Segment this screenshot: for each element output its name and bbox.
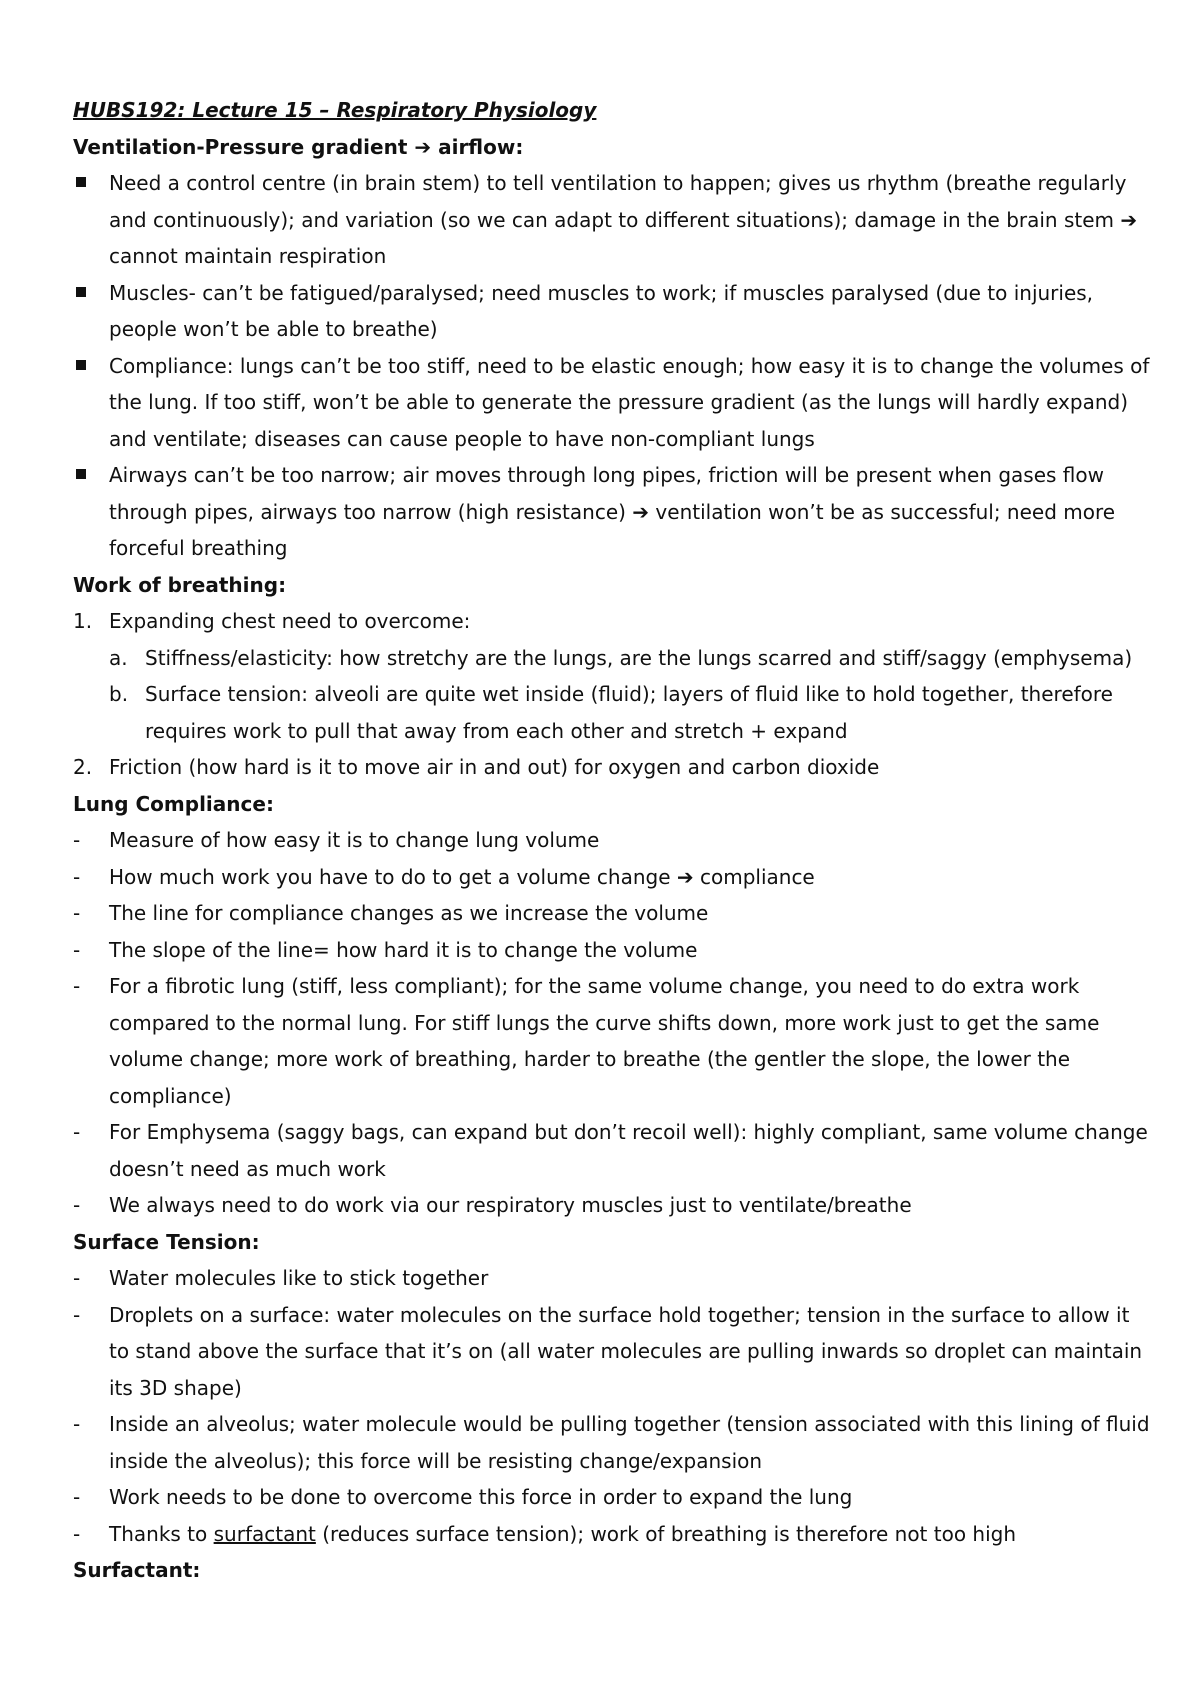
list-item-text: Compliance: lungs can’t be too stiff, need to be elastic enough; how easy it is to change the volumes of the lung. If too stiff, won’t be able to generate the pressure gradient (as the lungs will hardly expand) and ventilate; diseases can cause people to have non-compliant lungs <box>109 353 1150 451</box>
list-item-text: Expanding chest need to overcome: <box>109 609 471 633</box>
list-marker: a. <box>109 645 128 670</box>
arrow-icon: ➔ <box>414 134 432 159</box>
list-item-text: Measure of how easy it is to change lung volume <box>109 828 600 852</box>
list-item-text: Inside an alveolus; water molecule would be pulling together (tension associated with this lining of fluid inside the alveolus); this force will be resisting change/expansion <box>109 1412 1150 1473</box>
numbered-item <box>73 749 1153 786</box>
dash-bullet: - <box>73 1485 81 1509</box>
list-item-text: Muscles- can’t be fatigued/paralysed; need muscles to work; if muscles paralysed (due to injuries, people won’t be able to breathe) <box>109 280 1094 341</box>
dash-bullet: - <box>73 1266 81 1290</box>
lettered-item <box>109 640 1153 677</box>
list-item <box>73 968 1153 1114</box>
numbered-item <box>73 603 1153 640</box>
surface-tension-heading: Surface Tension: <box>73 1229 260 1254</box>
list-item <box>73 932 1153 969</box>
list-item <box>73 1187 1153 1224</box>
ventilation-heading-text: airflow: <box>438 134 524 159</box>
list-item <box>73 1297 1153 1407</box>
list-item <box>73 1516 1153 1553</box>
list-item-text: For a fibrotic lung (stiff, less compliant); for the same volume change, you need to do extra work compared to the normal lung. For stiff lungs the curve shifts down, more work just to get the same volume change; more work of breathing, harder to breathe (the gentler the slope, the lower the compliance) <box>109 974 1100 1108</box>
list-item <box>73 348 1153 458</box>
lettered-item <box>109 676 1153 749</box>
dash-bullet: - <box>73 974 81 998</box>
arrow-icon: ➔ <box>1120 207 1138 232</box>
list-item-text: Stiffness/elasticity: how stretchy are the lungs, are the lungs scarred and stiff/saggy (emphysema) <box>145 645 1133 670</box>
list-item-text: Surface tension: alveoli are quite wet inside (fluid); layers of fluid like to hold together, therefore requires work to pull that away from each other and stretch + expand <box>145 682 1113 743</box>
list-marker: b. <box>109 682 129 706</box>
dash-bullet: - <box>73 828 81 852</box>
list-item-text: We always need to do work via our respiratory muscles just to ventilate/breathe <box>109 1193 912 1217</box>
list-item-text: (reduces surface tension); work of breathing is therefore not too high <box>322 1521 1017 1546</box>
list-item-text: Friction (how hard is it to move air in and out) for oxygen and carbon dioxide <box>109 755 880 779</box>
list-item-text: For Emphysema (saggy bags, can expand but don’t recoil well): highly compliant, same volume change doesn’t need as much work <box>109 1120 1148 1181</box>
document-body <box>73 92 1153 1589</box>
list-item-text: Water molecules like to stick together <box>109 1266 489 1290</box>
list-item-text: The slope of the line= how hard it is to change the volume <box>109 937 698 962</box>
list-item-text: Need a control centre (in brain stem) to tell ventilation to happen; gives us rhythm (breathe regularly and continuously); and variation (so we can adapt to different situations); damage in the brain stem <box>109 171 1127 232</box>
list-item-text: How much work you have to do to get a volume change <box>109 864 671 889</box>
list-item <box>73 275 1153 348</box>
dash-bullet: - <box>73 864 81 889</box>
lung-compliance-heading: Lung Compliance: <box>73 791 274 816</box>
list-item-text: cannot maintain respiration <box>109 244 387 268</box>
dash-bullet: - <box>73 1521 81 1546</box>
dash-bullet: - <box>73 937 81 962</box>
list-marker: 2. <box>73 755 93 779</box>
document-title: HUBS192: Lecture 15 – Respiratory Physiology <box>73 98 597 122</box>
dash-bullet: - <box>73 1302 81 1327</box>
list-item-text: The line for compliance changes as we increase the volume <box>109 901 709 925</box>
list-item <box>73 165 1153 275</box>
list-item <box>73 457 1153 567</box>
list-item <box>73 895 1153 932</box>
list-item-text: Droplets on a surface: water molecules on the surface hold together; tension in the surface to allow it to stand above the surface that it’s on (all water molecules are pulling inwards so droplet can maintain its 3D shape) <box>109 1302 1143 1400</box>
arrow-icon: ➔ <box>632 499 650 524</box>
work-of-breathing-heading: Work of breathing: <box>73 572 287 597</box>
dash-bullet: - <box>73 1193 81 1217</box>
list-marker: 1. <box>73 609 93 633</box>
ventilation-heading-text: Ventilation-Pressure gradient <box>73 134 408 159</box>
ventilation-heading <box>73 129 1153 166</box>
list-item <box>73 1260 1153 1297</box>
dash-bullet: - <box>73 1412 81 1436</box>
surfactant-underlined-term: surfactant <box>213 1521 316 1546</box>
list-item <box>73 1479 1153 1516</box>
list-item-text: Thanks to <box>109 1521 208 1546</box>
dash-bullet: - <box>73 901 81 925</box>
list-item <box>73 1406 1153 1479</box>
list-item-text: compliance <box>699 864 815 889</box>
arrow-icon: ➔ <box>676 864 694 889</box>
dash-bullet: - <box>73 1120 81 1144</box>
list-item-text: ventilation won’t be as successful; need more forceful breathing <box>109 499 1116 560</box>
list-item <box>73 1114 1153 1187</box>
list-item <box>73 822 1153 859</box>
list-item-text: Airways can’t be too narrow; air moves through long pipes, friction will be present when gases flow through pipes, airways too narrow (high resistance) <box>109 463 1104 524</box>
surfactant-heading: Surfactant: <box>73 1558 201 1582</box>
list-item-text: Work needs to be done to overcome this force in order to expand the lung <box>109 1485 853 1509</box>
list-item <box>73 859 1153 896</box>
